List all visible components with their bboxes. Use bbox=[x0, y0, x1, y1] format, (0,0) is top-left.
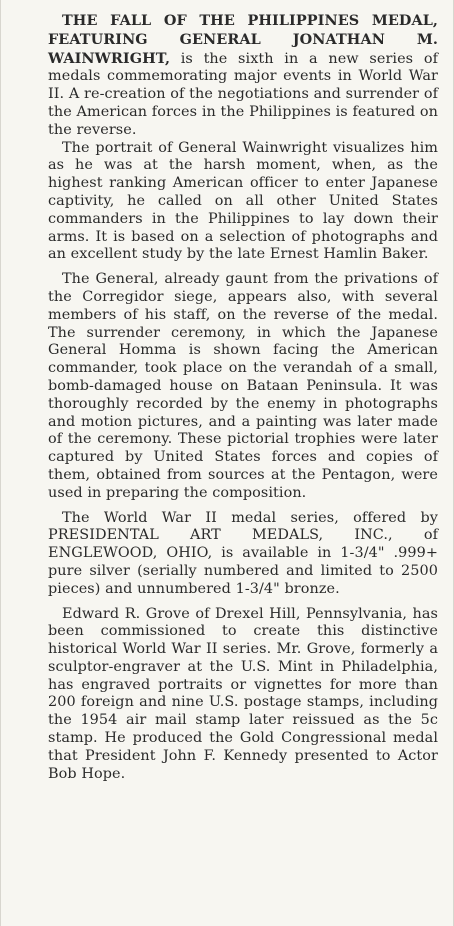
headline-caps: THE FALL OF THE PHILIPPINES MEDAL, FEATURING GENERAL JONATHAN M. WAINWRIGHT, bbox=[48, 12, 438, 67]
article-body bbox=[48, 12, 438, 783]
intro-text: is the sixth in a new series of medals commemorating major events in World War II. A re-creation of the negotiations and surrender of the American forces in the Philippines is featured on the reverse. bbox=[48, 50, 438, 138]
paragraph-intro bbox=[48, 12, 438, 140]
paragraph-artist: Edward R. Grove of Drexel Hill, Pennsylvania, has been commissioned to create this distinctive historical World War II series. Mr. Grove, formerly a sculptor-engraver at the U.S. Mint in Philadelphia, has engraved portraits or vignettes for more than 200 foreign and nine U.S. postage stamps, including the 1954 air mail stamp later reissued as the 5c stamp. He produced the Gold Congressional medal that President John F. Kennedy presented to Actor Bob Hope. bbox=[48, 605, 438, 782]
paragraph-portrait: The portrait of General Wainwright visualizes him as he was at the harsh moment, when, as the highest ranking American officer to enter Japanese captivity, he called on all other United States commanders in the Philippines to lay down their arms. It is based on a selection of photographs and an excellent study by the late Ernest Hamlin Baker. bbox=[48, 139, 438, 263]
paragraph-reverse: The General, already gaunt from the privations of the Corregidor siege, appears also, with several members of his staff, on the reverse of the medal. The surrender ceremony, in which the Japanese General Homma is shown facing the American commander, took place on the verandah of a small, bomb-damaged house on Bataan Peninsula. It was thoroughly recorded by the enemy in photographs and motion pictures, and a painting was later made of the ceremony. These pictorial trophies were later captured by United States forces and copies of them, obtained from sources at the Pentagon, were used in preparing the composition. bbox=[48, 271, 438, 501]
paragraph-series: The World War II medal series, offered by PRESIDENTAL ART MEDALS, INC., of ENGLEWOOD, OHIO, is available in 1-3/4" .999+ pure silver (serially numbered and limited to 2500 pieces) and unnumbered 1-3/4" bronze. bbox=[48, 509, 438, 597]
